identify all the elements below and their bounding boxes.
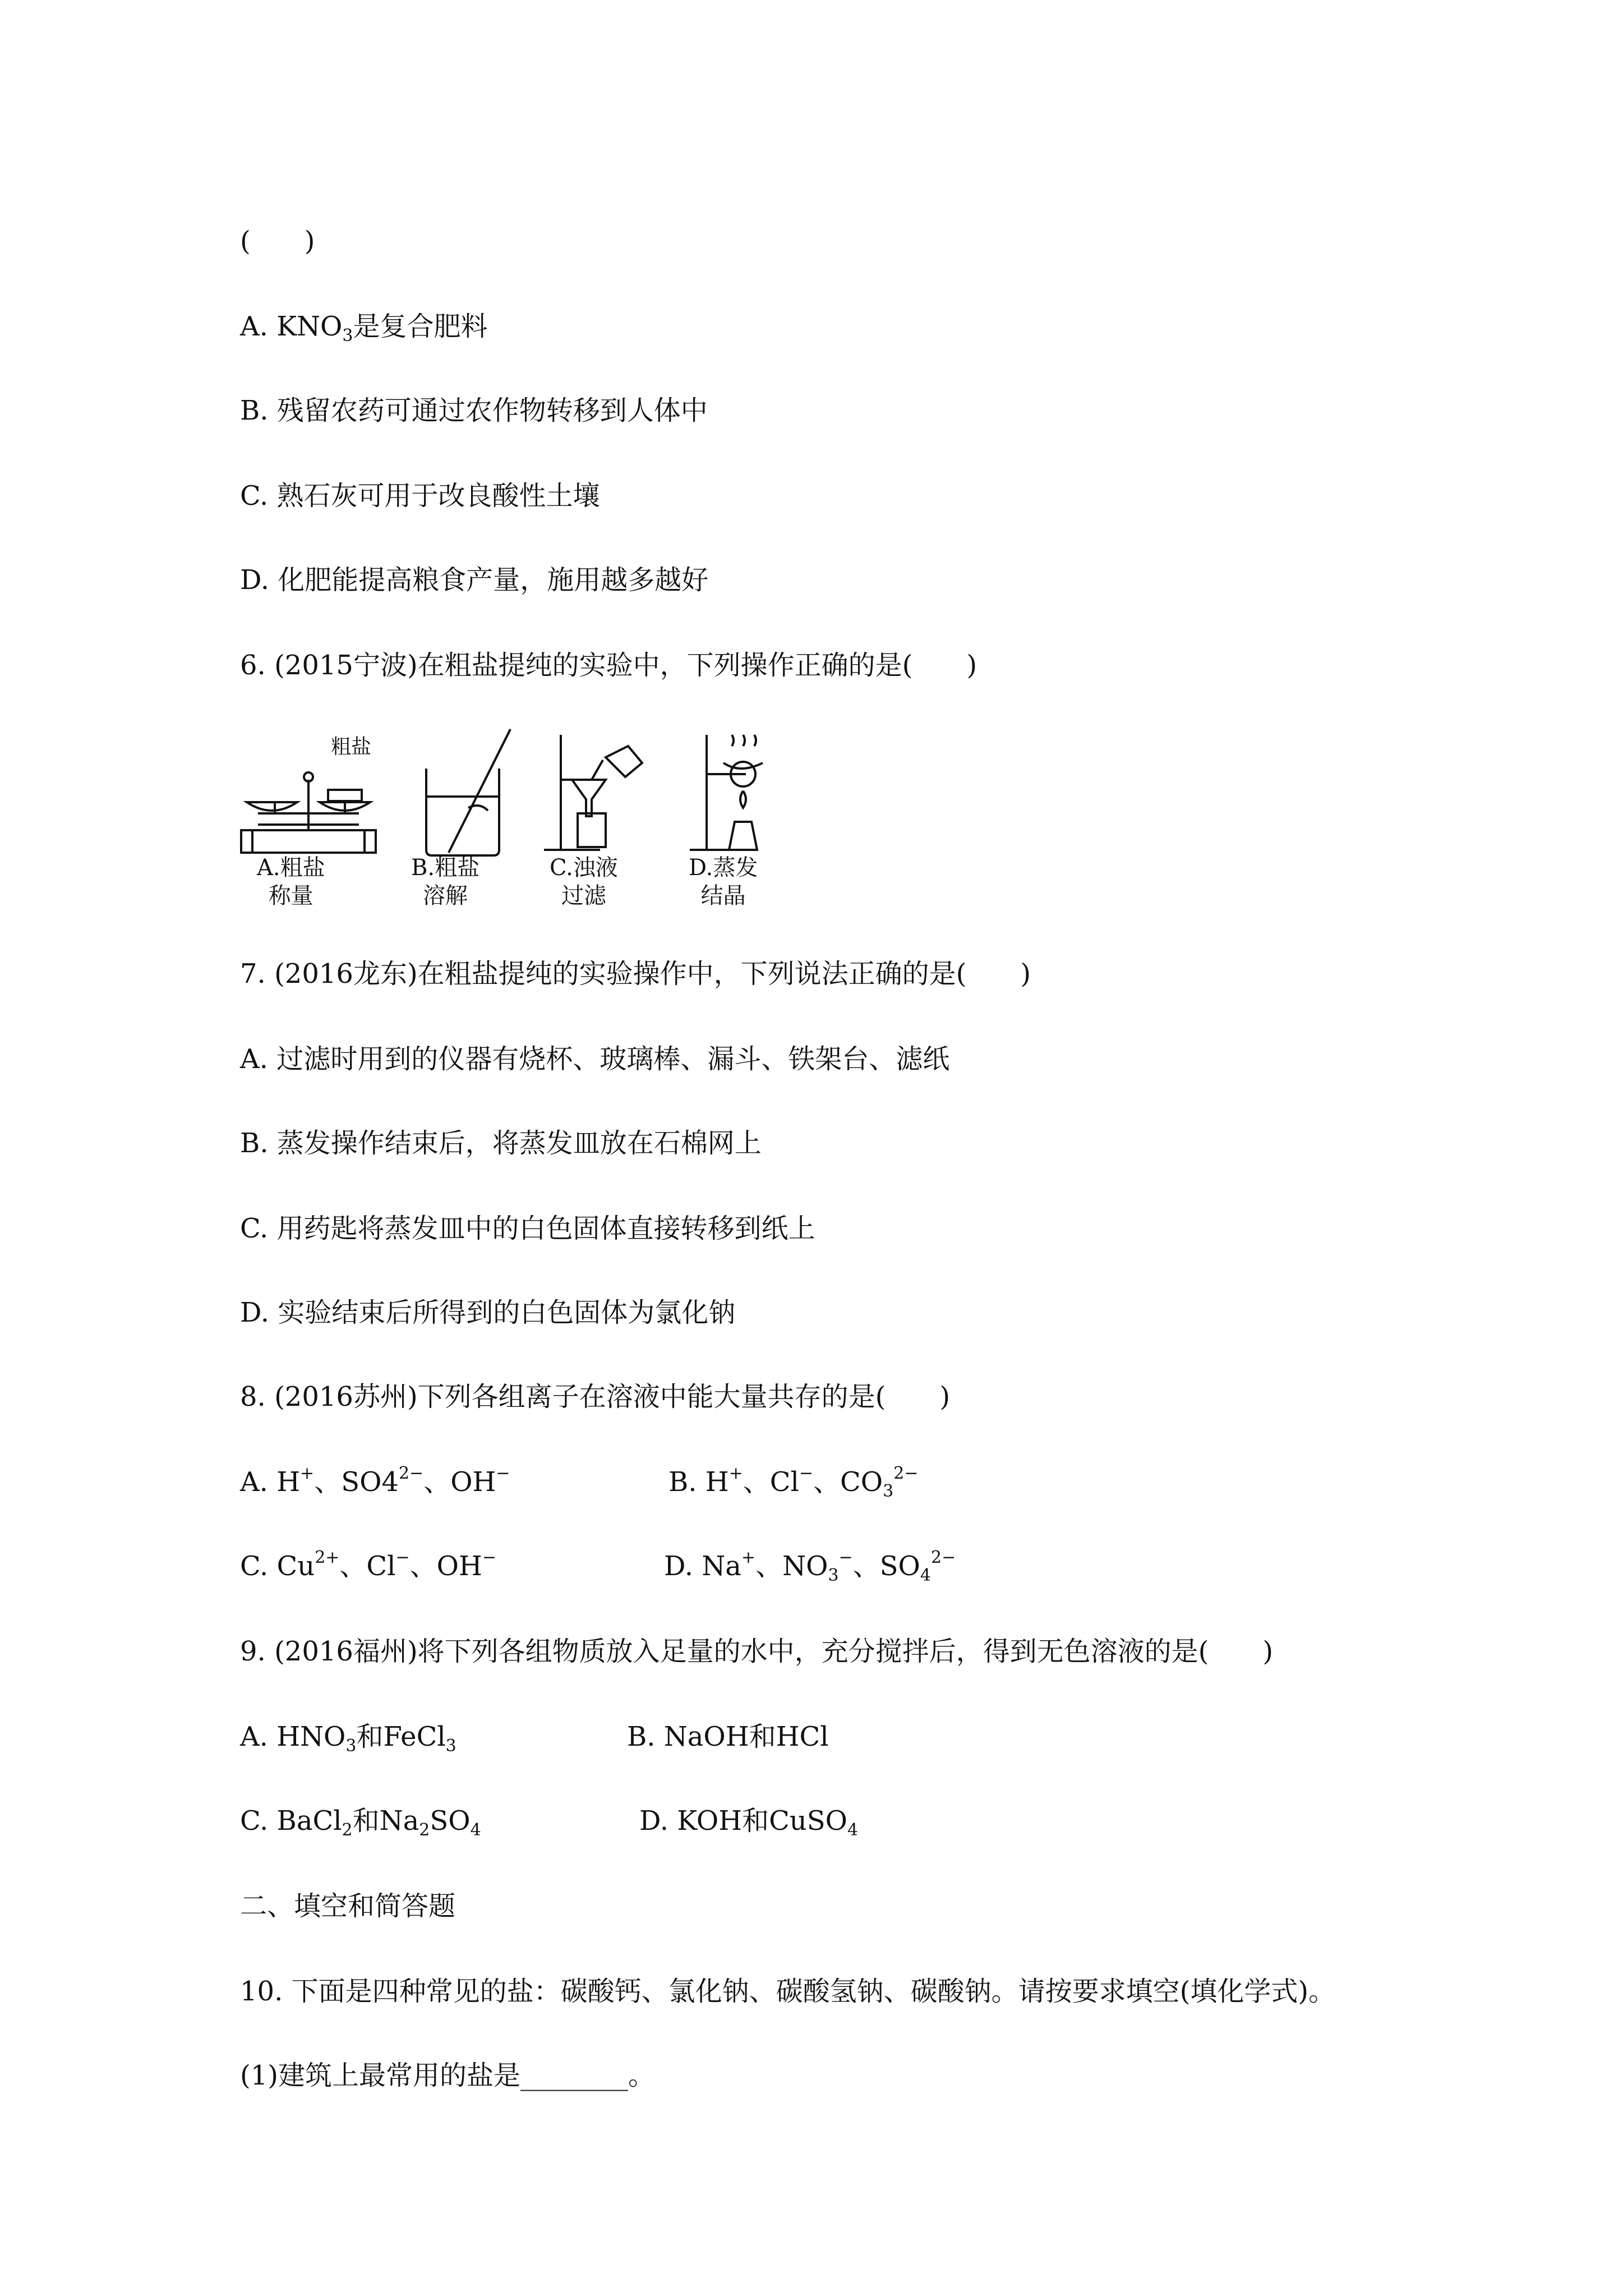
question-text: (2016苏州)下列各组离子在溶液中能大量共存的是( ) [274, 1381, 951, 1412]
formula: $KNO_3$ [276, 311, 353, 346]
q8-option-d [664, 1549, 956, 1583]
ion-list: H+、$SO4^{2-}$、OH− [276, 1464, 510, 1498]
question-number: 10. [240, 1976, 283, 2007]
option-text: 是复合肥料 [353, 311, 488, 342]
option-text: 实验结束后所得到的白色固体为氯化钠 [278, 1297, 736, 1328]
option-letter: B. [240, 395, 269, 426]
option-letter: D. [240, 1297, 270, 1328]
option-letter: A. [240, 311, 268, 342]
q9-option-b [627, 1720, 829, 1754]
filtration-icon [538, 724, 651, 864]
q9-stem [240, 1635, 1273, 1668]
question-text: 下面是四种常见的盐：碳酸钙、氯化钠、碳酸氢钠、碳酸钠。请按要求填空(填化学式)。 [291, 1976, 1336, 2007]
question-text: (2015宁波)在粗盐提纯的实验中，下列操作正确的是( ) [274, 650, 978, 681]
formula: KOH和CuSO$_4$ [677, 1805, 859, 1840]
q9-option-d [639, 1804, 858, 1838]
q5-option-a [240, 310, 488, 346]
balance-icon [236, 746, 381, 858]
caption-c: C.浊液 过滤 [550, 855, 618, 909]
option-letter: C. [240, 1213, 269, 1244]
question-number: 9. [240, 1636, 266, 1667]
formula: NaOH和HCl [663, 1721, 829, 1752]
formula: $HNO_3$和FeCl$_3$ [276, 1721, 457, 1756]
question-number: 6. [240, 650, 266, 681]
ion-list: Na+、$NO_3^-$、$SO_4^{2-}$ [702, 1548, 956, 1585]
option-text: 化肥能提高粮食产量，施用越多越好 [278, 564, 709, 596]
q5-option-c [240, 479, 600, 513]
q10-sub1: (1)建筑上最常用的盐是________。 [240, 2060, 655, 2091]
question-number: 7. [240, 958, 266, 990]
option-letter: A. [240, 1043, 268, 1075]
beaker-icon [415, 724, 516, 858]
q9-option-a [240, 1720, 457, 1754]
caption-a: A.粗盐 称量 [257, 855, 325, 909]
formula: BaCl$_2$和$Na_2SO_4$ [276, 1805, 481, 1840]
option-text: 蒸发操作结束后，将蒸发皿放在石棉网上 [276, 1128, 762, 1159]
caption-d: D.蒸发 结晶 [689, 855, 758, 909]
ion-list: H+、Cl−、$CO_3^{2-}$ [705, 1464, 919, 1501]
option-letter: C. [240, 480, 269, 512]
q10-stem [240, 1975, 1335, 2008]
q8-option-c [240, 1549, 496, 1583]
q5-stem-tail: ( ) [240, 226, 315, 257]
option-letter: B. [627, 1721, 656, 1752]
option-letter: D. [664, 1550, 694, 1582]
caption-b: B.粗盐 溶解 [411, 855, 480, 909]
q7-option-b [240, 1126, 762, 1160]
option-text: 熟石灰可用于改良酸性土壤 [276, 480, 600, 512]
q9-option-c [240, 1804, 481, 1838]
option-letter: C. [240, 1550, 269, 1582]
option-text: 过滤时用到的仪器有烧杯、玻璃棒、漏斗、铁架台、滤纸 [276, 1043, 950, 1075]
evaporation-icon [684, 724, 785, 864]
q7-stem [240, 957, 1031, 991]
option-letter: A. [240, 1721, 268, 1752]
q7-option-c [240, 1212, 815, 1245]
q7-option-d [240, 1296, 735, 1329]
option-letter: C. [240, 1805, 269, 1837]
option-letter: D. [240, 564, 270, 596]
q8-option-a [240, 1465, 510, 1499]
ion-list: $Cu^{2+}$、Cl−、OH− [276, 1548, 497, 1582]
q7-option-a [240, 1042, 949, 1076]
q5-option-d [240, 563, 708, 597]
q5-option-b [240, 394, 708, 427]
q6-stem [240, 648, 977, 682]
option-text: 用药匙将蒸发皿中的白色固体直接转移到纸上 [276, 1213, 815, 1244]
option-letter: B. [668, 1466, 697, 1498]
section-title: 二、填空和简答题 [240, 1890, 456, 1922]
q8-option-b [668, 1465, 918, 1499]
figure-label-crude-salt: 粗盐 [331, 735, 372, 758]
question-number: 8. [240, 1381, 266, 1412]
question-text: (2016龙东)在粗盐提纯的实验操作中，下列说法正确的是( ) [274, 958, 1031, 990]
option-text: 残留农药可通过农作物转移到人体中 [276, 395, 708, 426]
option-letter: B. [240, 1128, 269, 1159]
q8-stem [240, 1380, 950, 1414]
option-letter: D. [639, 1805, 669, 1837]
question-text: (2016福州)将下列各组物质放入足量的水中，充分搅拌后，得到无色溶液的是( ) [274, 1636, 1274, 1667]
option-letter: A. [240, 1466, 268, 1498]
